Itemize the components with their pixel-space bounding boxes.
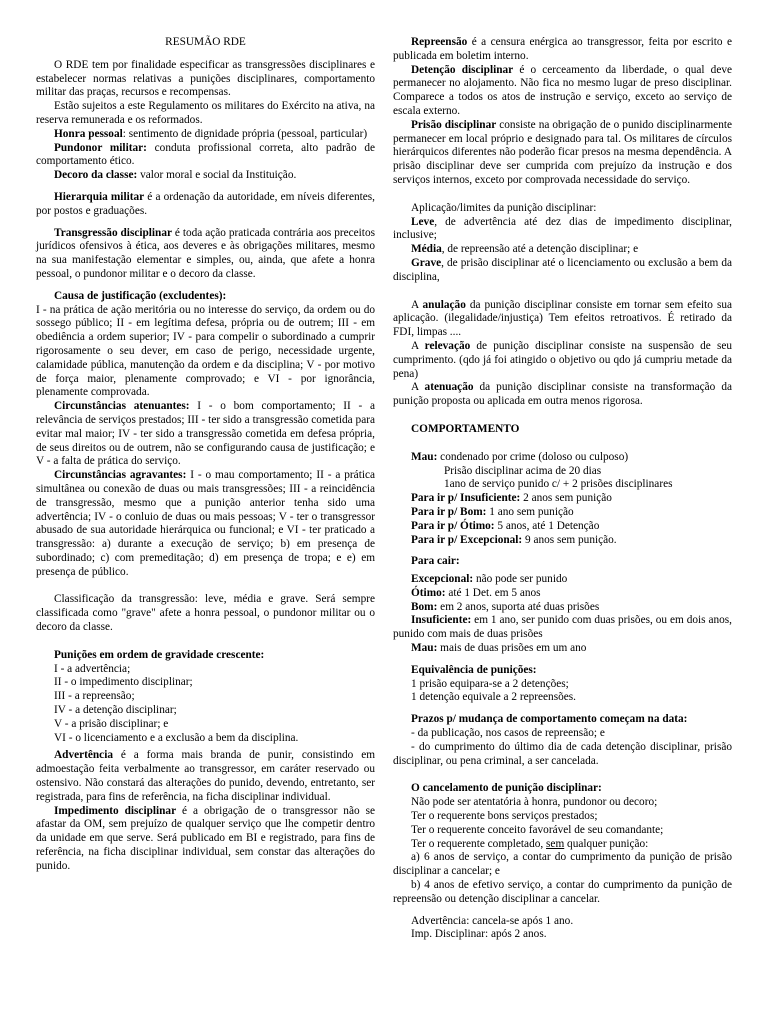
punicao-item: I - a advertência;: [54, 662, 131, 675]
grave-term: Grave: [411, 256, 442, 269]
media-term: Média: [411, 243, 442, 256]
punicao-item: V - a prisão disciplinar; e: [54, 717, 169, 730]
prisao-definition: Prisão disciplinar consiste na obrigação de o punido disciplinarmente permanecer em local próprio e designado para tal. Os militares de círculos hierárquicos diferentes não poderão ficar presos na mesma dependência. A prisão disciplinar deve ser cumprida com prejuízo da instrução e dos serviços internos, exceto por comprovada necessidade do serviço.: [393, 118, 732, 186]
decoro-term: Decoro da classe:: [54, 169, 138, 182]
cancelamento-completado: Ter o requerente completado, sem qualquer punição:: [411, 837, 649, 850]
justificacao-text: I - na prática de ação meritória ou no interesse do serviço, da ordem ou do sossego público; II - em legítima defesa, própria ou de outrem; III - em obediência a ordem superior; IV - para compelir o subordinado a cumprir rigorosamente o seu dever, em caso de perigo, necessidade urgente, calamidade pública, manutenção da ordem e da disciplina; V - por motivo de força maior, plenamente comprovado; e VI - por ignorância, plenamente comprovada.: [36, 303, 375, 399]
hierarquia-term: Hierarquia militar: [54, 190, 145, 203]
ir-insuficiente: Para ir p/ Insuficiente: 2 anos sem punição: [411, 492, 612, 505]
advertencia-term: Advertência: [54, 749, 113, 762]
punicao-item: IV - a detenção disciplinar;: [54, 704, 177, 717]
equivalencia-heading: Equivalência de punições:: [411, 663, 537, 676]
cair-mau: Mau: mais de duas prisões em um ano: [411, 642, 587, 655]
punicao-item: VI - o licenciamento e a exclusão a bem da disciplina.: [54, 731, 299, 744]
atenuantes-paragraph: Circunstâncias atenuantes: I - o bom comportamento; II - a relevância de serviços prestados; III - ter sido a transgressão cometida para evitar mal maior; IV - ter sido a transgressão cometida em defesa própria, de seus direitos ou de outrem, não se configurando causa de justificação; e V - a falta de prática do serviço.: [36, 400, 375, 468]
prazos-item: - da publicação, nos casos de repreensão; e: [411, 727, 605, 740]
mau-line-3: 1ano de serviço punido c/ + 2 prisões disciplinares: [444, 478, 673, 491]
pundonor-definition: Pundonor militar: conduta profissional correta, alto padrão de comportamento ético.: [36, 141, 375, 168]
decoro-definition: Decoro da classe: valor moral e social da Instituição.: [54, 169, 297, 182]
equivalencia-item: 1 prisão equipara-se a 2 detenções;: [411, 677, 569, 690]
punicoes-heading: Punições em ordem de gravidade crescente:: [54, 648, 265, 661]
intro-paragraph: O RDE tem por finalidade especificar as transgressões disciplinares e estabelecer normas relativas a punições disciplinares, comportamento militar das praças, recursos e recompensas.: [36, 58, 375, 99]
pundonor-term: Pundonor militar:: [54, 141, 147, 154]
repreensao-definition: Repreensão é a censura enérgica ao transgressor, feita por escrito e publicada em boletim interno.: [393, 36, 732, 62]
punicao-item: II - o impedimento disciplinar;: [54, 676, 193, 689]
advertencia-definition: Advertência é a forma mais branda de punir, consistindo em admoestação feita verbalmente ao transgressor, em caráter reservado ou ostensivo. Não constará das alterações do punido, devendo, entretanto, ser registrada, para fins de referência, na ficha disciplinar individual.: [36, 749, 375, 803]
classificacao-paragraph: Classificação da transgressão: leve, média e grave. Será sempre classificada como "grave" afete a honra pessoal, o pundonor militar ou o decoro da classe.: [36, 593, 375, 634]
punicao-item: III - a repreensão;: [54, 690, 135, 703]
transgressao-term: Transgressão disciplinar: [54, 226, 172, 239]
cair-insuficiente: Insuficiente: em 1 ano, ser punido com duas prisões, ou em dois anos, punido com mais de duas prisões: [393, 614, 732, 641]
atenuacao-paragraph: A atenuação da punição disciplinar consiste na transformação da punição proposta ou aplicada em outra menos rigorosa.: [393, 381, 732, 408]
cancel-impedimento: Imp. Disciplinar: após 2 anos.: [411, 928, 547, 941]
cair-heading: Para cair:: [411, 555, 460, 568]
justificacao-heading: Causa de justificação (excludentes):: [54, 289, 227, 302]
mau-line-2: Prisão disciplinar acima de 20 dias: [444, 464, 602, 477]
prazos-item: - do cumprimento do último dia de cada detenção disciplinar, prisão disciplinar, ou pena criminal, a ser cancelada.: [393, 740, 732, 767]
ir-otimo: Para ir p/ Ótimo: 5 anos, até 1 Detenção: [411, 519, 600, 532]
ir-bom: Para ir p/ Bom: 1 ano sem punição: [411, 505, 574, 518]
aplicacao-heading: Aplicação/limites da punição disciplinar:: [411, 201, 597, 214]
comportamento-heading: COMPORTAMENTO: [411, 422, 520, 435]
relevacao-paragraph: A relevação de punição disciplinar consiste na suspensão de seu cumprimento. (qdo já foi atingido o objetivo ou qdo já cumpriu metade da pena): [393, 339, 733, 380]
detencao-term: Detenção disciplinar: [411, 63, 514, 76]
detencao-definition: Detenção disciplinar é o cerceamento da liberdade, o qual deve permanecer no alojamento. Não fica no mesmo lugar de preso disciplinar. Comparece a todos os atos de instrução e serviço, exceto ao serviço de escala externo.: [393, 63, 733, 117]
honra-definition: Honra pessoal: sentimento de dignidade própria (pessoal, particular): [54, 127, 368, 140]
mau-term: Mau:: [411, 450, 438, 463]
honra-term: Honra pessoal: [54, 127, 123, 140]
leve-term: Leve: [411, 215, 435, 228]
prisao-term: Prisão disciplinar: [411, 118, 497, 131]
relevacao-term: relevação: [424, 339, 471, 352]
prazos-heading: Prazos p/ mudança de comportamento começam na data:: [411, 713, 688, 726]
leve-limit: Leve, de advertência até dez dias de impedimento disciplinar, inclusive;: [393, 215, 732, 242]
equivalencia-item: 1 detenção equivale a 2 repreensões.: [411, 691, 576, 704]
atenuacao-term: atenuação: [424, 381, 474, 394]
impedimento-definition: Impedimento disciplinar é a obrigação de o transgressor não se afastar da OM, sem prejuízo de qualquer serviço que lhe competir dentro da unidade em que serve. Será publicado em BI e registrado, para fins de referência, na ficha disciplinar individual, sem constar das alterações do punido.: [36, 804, 375, 872]
cancelamento-item: Ter o requerente conceito favorável de seu comandante;: [411, 823, 664, 836]
cancel-advertencia: Advertência: cancela-se após 1 ano.: [411, 914, 574, 927]
impedimento-term: Impedimento disciplinar: [54, 804, 177, 817]
cair-bom: Bom: em 2 anos, suporta até duas prisões: [411, 600, 600, 613]
left-column: [36, 36, 375, 874]
cancelamento-item: Não pode ser atentatória à honra, pundonor ou decoro;: [411, 796, 658, 809]
mau-definition: Mau: condenado por crime (doloso ou culposo): [411, 450, 629, 463]
media-limit: Média, de repreensão até a detenção disciplinar; e: [411, 243, 639, 256]
cair-excepcional: Excepcional: não pode ser punido: [411, 573, 568, 586]
cancelamento-heading: O cancelamento de punição disciplinar:: [411, 782, 602, 795]
hierarquia-definition: Hierarquia militar é a ordenação da autoridade, em níveis diferentes, por postos e graduações.: [36, 190, 375, 217]
subjects-paragraph: Estão sujeitos a este Regulamento os militares do Exército na ativa, na reserva remunerada e os reformados.: [36, 100, 375, 126]
transgressao-definition: Transgressão disciplinar é toda ação praticada contrária aos preceitos jurídicos ofensivos à ética, aos deveres e às obrigações militares, mesmo na sua manifestação elementar e simples, ou, ainda, que afete a honra pessoal, o pundonor militar e o decoro da classe.: [36, 226, 375, 280]
repreensao-term: Repreensão: [411, 36, 468, 48]
cancelamento-item: Ter o requerente bons serviços prestados;: [411, 810, 598, 823]
document-title: RESUMÃO RDE: [165, 36, 246, 48]
ir-excepcional: Para ir p/ Excepcional: 9 anos sem punição.: [411, 533, 617, 546]
right-column: [393, 36, 732, 942]
agravantes-term: Circunstâncias agravantes:: [54, 469, 187, 482]
anulacao-paragraph: A anulação da punição disciplinar consiste em tornar sem efeito sua aplicação. (ilegalidade/injustiça) Tem efeitos retroativos. É retirado da FDI, limpas ....: [393, 298, 733, 339]
atenuantes-term: Circunstâncias atenuantes:: [54, 400, 190, 413]
grave-limit: Grave, de prisão disciplinar até o licenciamento ou exclusão a bem da disciplina,: [393, 256, 732, 283]
cancelamento-b: b) 4 anos de efetivo serviço, a contar do cumprimento da punição de repreensão ou detenção disciplinar a cancelar.: [393, 879, 732, 905]
cair-otimo: Ótimo: até 1 Det. em 5 anos: [411, 586, 541, 599]
cancelamento-a: a) 6 anos de serviço, a contar do cumprimento da punição de prisão disciplinar a cancelar; e: [393, 851, 732, 878]
anulacao-term: anulação: [422, 298, 466, 311]
agravantes-paragraph: Circunstâncias agravantes: I - o mau comportamento; II - a prática simultânea ou conexão de duas ou mais transgressões; III - a reincidência de transgressão, mesmo que a punição anterior tenha sido uma advertência; IV - o conluio de duas ou mais pessoas; V - ter o transgressor abusado de sua autoridade hierárquica ou funcional; e VI - ter praticado a transgressão: a) durante a execução de serviço; b) em presença de subordinado; c) com premeditação; d) em presença de tropa; e e) em presença de público.: [36, 469, 375, 578]
